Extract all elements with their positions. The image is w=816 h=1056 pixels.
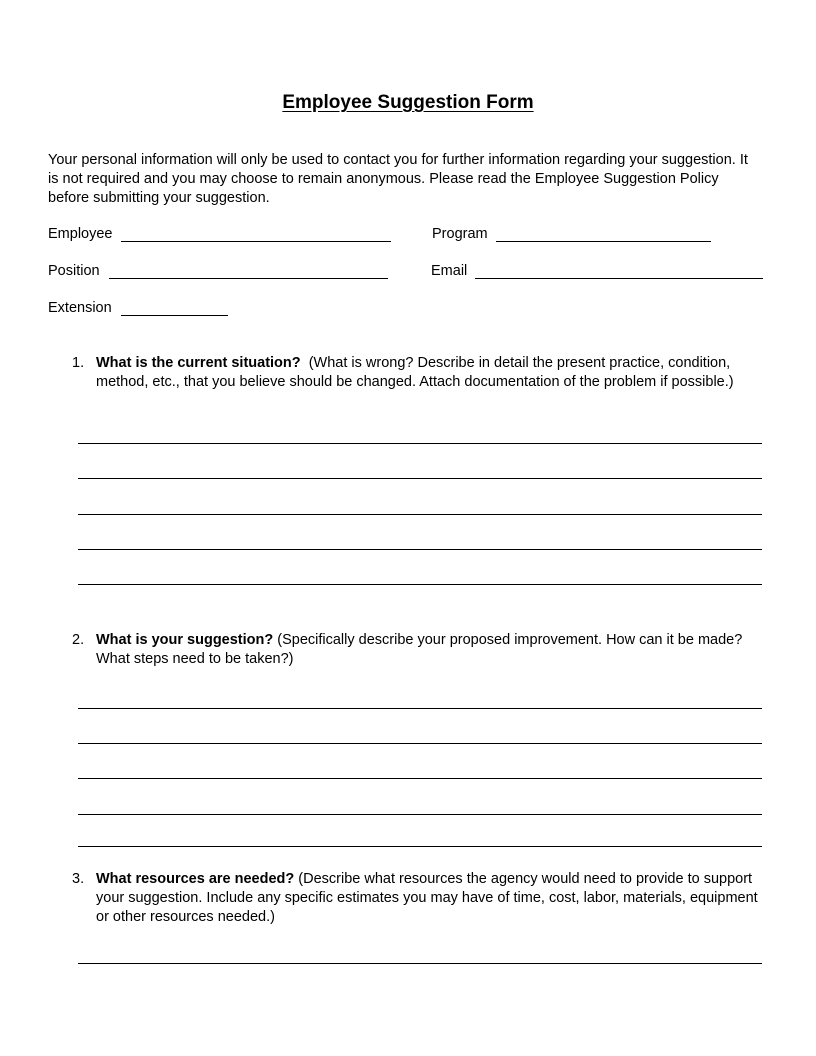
question-2 xyxy=(72,631,762,669)
intro-paragraph: Your personal information will only be used to contact you for further information regarding your suggestion. It is not required and you may choose to remain anonymous. Please read the Employee Suggestion Policy before submitting your suggestion. xyxy=(48,152,748,206)
position-label: Position xyxy=(48,263,100,279)
question-description: (Describe what resources the agency would need to provide to support your suggestion. Include any specific estimates you may have of time, cost, labor, materials, equipment or other resources needed.) xyxy=(96,871,758,925)
answer-2-line-5[interactable] xyxy=(78,846,762,847)
form-title: Employee Suggestion Form xyxy=(282,92,534,113)
question-3 xyxy=(72,870,762,927)
question-heading: What resources are needed? xyxy=(96,871,295,887)
extension-label: Extension xyxy=(48,300,112,316)
question-number: 1. xyxy=(72,355,85,371)
question-heading: What is your suggestion? xyxy=(96,632,274,648)
email-label: Email xyxy=(431,263,468,279)
question-number: 3. xyxy=(72,871,85,887)
question-1 xyxy=(72,354,762,392)
extension-field[interactable] xyxy=(121,315,228,316)
answer-1-line-5[interactable] xyxy=(78,584,762,585)
program-label: Program xyxy=(432,226,488,242)
question-heading: What is the current situation? xyxy=(96,355,301,371)
answer-1-line-1[interactable] xyxy=(78,443,762,444)
answer-2-line-4[interactable] xyxy=(78,814,762,815)
answer-2-line-3[interactable] xyxy=(78,778,762,779)
question-number: 2. xyxy=(72,632,85,648)
answer-1-line-3[interactable] xyxy=(78,514,762,515)
employee-field[interactable] xyxy=(121,241,391,242)
program-field[interactable] xyxy=(496,241,711,242)
employee-label: Employee xyxy=(48,226,113,242)
position-field[interactable] xyxy=(109,278,388,279)
answer-1-line-4[interactable] xyxy=(78,549,762,550)
answer-2-line-2[interactable] xyxy=(78,743,762,744)
answer-1-line-2[interactable] xyxy=(78,478,762,479)
answer-3-line-1[interactable] xyxy=(78,963,762,964)
answer-2-line-1[interactable] xyxy=(78,708,762,709)
question-description: (What is wrong? Describe in detail the present practice, condition, method, etc., that you believe should be changed. Attach documentation of the problem if possible.) xyxy=(96,355,734,390)
email-field[interactable] xyxy=(475,278,763,279)
question-description: (Specifically describe your proposed improvement. How can it be made? What steps need to be taken?) xyxy=(96,632,743,667)
